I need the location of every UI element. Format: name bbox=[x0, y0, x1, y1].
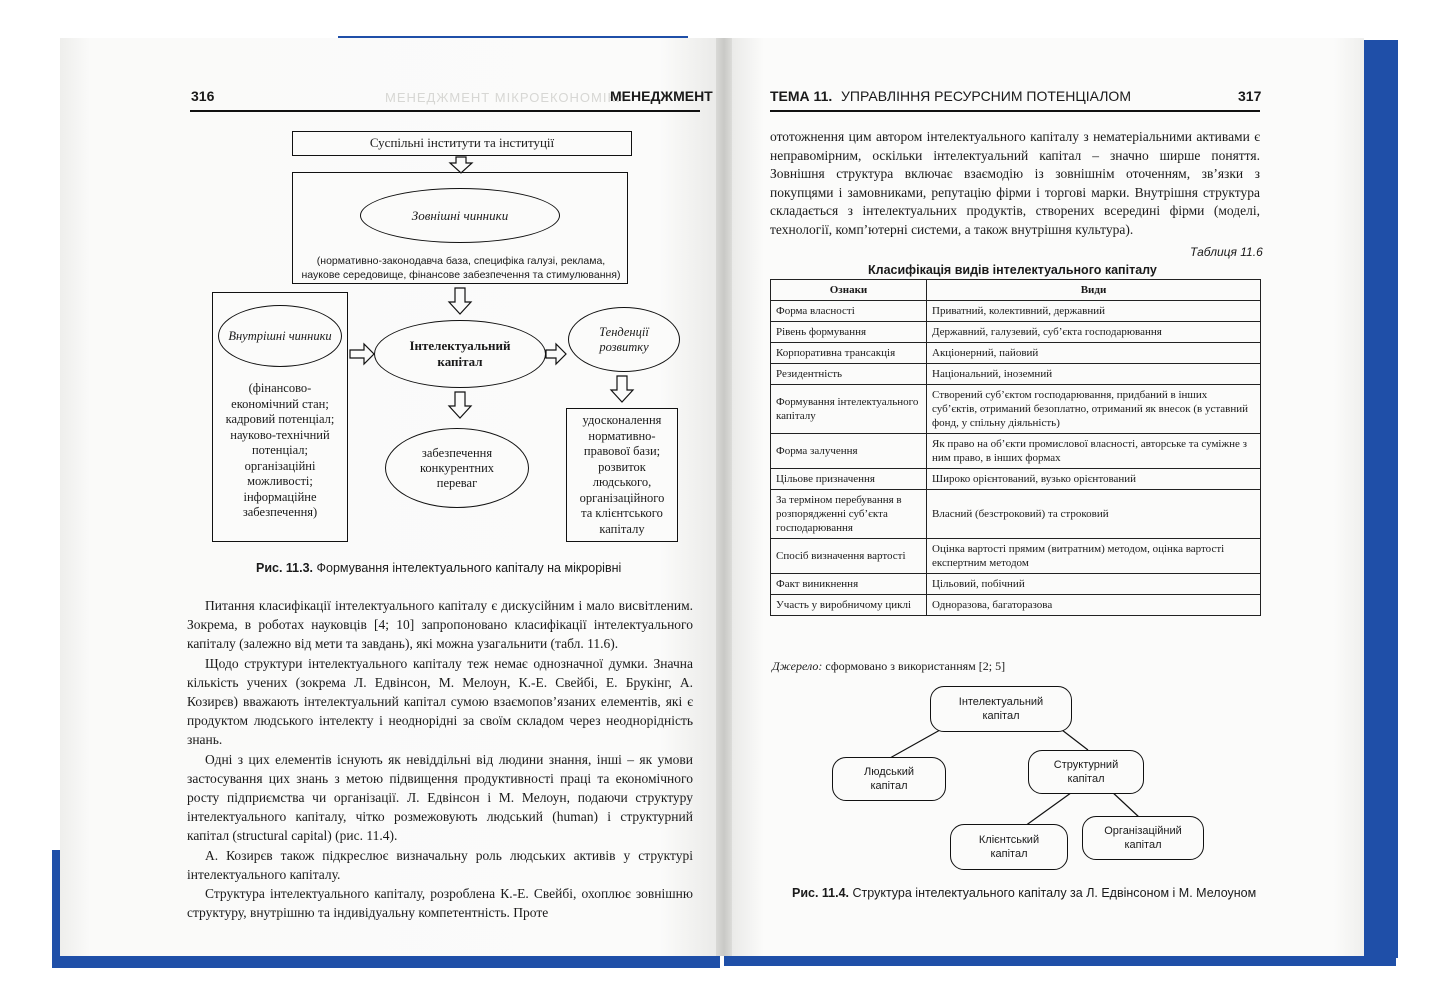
table-cell: Власний (безстроковий) та строковий bbox=[927, 490, 1261, 539]
fig-internal-list: (фінансово-економічний стан; кадровий потенціал; науково-технічний потенціал; організаційні можливості; інформаційне забезпечення) bbox=[225, 381, 335, 519]
fig-11-4-caption bbox=[792, 886, 1256, 900]
connector-ic-structural bbox=[1062, 730, 1088, 750]
table-cell: Одноразова, багаторазова bbox=[927, 595, 1261, 616]
fig-competitive-ellipse: забезпечення конкурентних переваг bbox=[385, 428, 529, 508]
source-label: Джерело: bbox=[772, 659, 823, 673]
fig-external-ellipse: Зовнішні чинники bbox=[360, 188, 560, 243]
table-label: Таблиця 11.6 bbox=[1190, 245, 1263, 259]
paragraph: ототожнення цим автором інтелектуального капіталу з нематеріальними активами є неправомірним, оскільки інтелектуальний капітал – значно ширше поняття. Зовнішня структура включає взаємодію із зовнішнім оточенням, зв’язки з покупцями і замовниками, репутацію фірми і торгові марки. Внутрішня структура складається з інтелектуальних продуктів, створених всередині фірми (моделі, технології, комп’ютерні системи, а також внутрішня культура). bbox=[770, 129, 1260, 237]
table-cell: Цільовий, побічний bbox=[927, 574, 1261, 595]
fig-11-4-caption-text: Структура інтелектуального капіталу за Л. Едвінсоном і М. Мелоуном bbox=[852, 886, 1257, 900]
table-cell: Національний, іноземний bbox=[927, 364, 1261, 385]
right-header-topic: ТЕМА 11. bbox=[770, 88, 833, 104]
table-cell: Широко орієнтований, вузько орієнтований bbox=[927, 469, 1261, 490]
paragraph: Щодо структури інтелектуального капіталу теж немає однозначної думки. Значна кількість учених (зокрема Л. Едвінсон, М. Мелоун, К.-Е. Свейбі, Е. Брукінг, А. Козирєв) вважають інтелектуальний капітал сумою взаємопов’язаних елементів, які є продуктом людського інтелекту і неоднорідні за своїм складом через неоднорідність знань. bbox=[187, 655, 693, 748]
fig-node-structural: Структурний капітал bbox=[1028, 750, 1144, 794]
fig-11-3-caption-text: Формування інтелектуального капіталу на мікрорівні bbox=[316, 561, 622, 575]
fig-node-organizational: Організаційний капітал bbox=[1082, 816, 1204, 860]
left-header-title: МЕНЕДЖМЕНТ bbox=[610, 88, 713, 104]
fig-node-intellectual: Інтелектуальний капітал bbox=[930, 686, 1072, 732]
fig-node-human: Людський капітал bbox=[832, 757, 946, 801]
table-cell: Державний, галузевий, суб’єкта господарювання bbox=[927, 322, 1261, 343]
paragraph: Структура інтелектуального капіталу, розроблена К.-Е. Свейбі, охоплює зовнішню структуру, внутрішню та індивідуальну компетентність. Проте bbox=[187, 886, 693, 921]
table-header-cell: Ознаки bbox=[771, 280, 927, 301]
right-header-title: УПРАВЛІННЯ РЕСУРСНИМ ПОТЕНЦІАЛОМ bbox=[841, 88, 1131, 104]
table-cell: Приватний, колективний, державний bbox=[927, 301, 1261, 322]
table-cell: Факт виникнення bbox=[771, 574, 927, 595]
fig-center-ellipse: Інтелектуальний капітал bbox=[374, 320, 546, 388]
source-text: сформовано з використанням [2; 5] bbox=[825, 659, 1006, 673]
table-cell: Формування інтелектуального капіталу bbox=[771, 385, 927, 434]
left-faded-header: МЕНЕДЖМЕНТ МІКРОЕКОНОМІКИ bbox=[385, 90, 627, 105]
fig-11-3-caption-label: Рис. 11.3. bbox=[256, 561, 314, 575]
table-cell: Оцінка вартості прямим (витратним) методом, оцінка вартості експертним методом bbox=[927, 539, 1261, 574]
table-cell: Спосіб визначення вартості bbox=[771, 539, 927, 574]
table-cell: Як право на об’єкти промислової власності, авторське та суміжне з ним право, в інших формах bbox=[927, 434, 1261, 469]
table-cell: Цільове призначення bbox=[771, 469, 927, 490]
table-cell: Форма власності bbox=[771, 301, 927, 322]
connector-structural-client bbox=[1025, 790, 1075, 826]
right-page-number: 317 bbox=[1238, 88, 1262, 104]
fig-internal-ellipse: Внутрішні чинники bbox=[218, 305, 342, 367]
table-cell: Резидентність bbox=[771, 364, 927, 385]
table-cell: Корпоративна трансакція bbox=[771, 343, 927, 364]
left-page-number: 316 bbox=[191, 88, 215, 104]
connector-ic-human bbox=[890, 730, 940, 758]
fig-external-note: (нормативно-законодавча база, специфіка галузі, реклама, наукове середовище, фінансове забезпечення та стимулювання) bbox=[301, 255, 621, 281]
paragraph: А. Козирєв також підкреслює визначальну роль людських активів у структурі інтелектуального капіталу. bbox=[187, 847, 693, 882]
table-cell: Форма залучення bbox=[771, 434, 927, 469]
table-cell: Рівень формування bbox=[771, 322, 927, 343]
fig-improvements-box: удосконалення нормативно-правової бази; розвиток людського, організаційного та клієнтського капіталу bbox=[566, 408, 678, 542]
fig-trends-ellipse: Тенденції розвитку bbox=[568, 307, 680, 372]
paragraph: Питання класифікації інтелектуального капіталу є дискусійним і мало висвітленим. Зокрема, в роботах науковців [4; 10] запропоновано класифікації інтелектуального капіталу (залежно від мети та завдань), які можна узагальнити (табл. 11.6). bbox=[187, 598, 693, 652]
table-cell: Участь у виробничому циклі bbox=[771, 595, 927, 616]
paragraph: Одні з цих елементів існують як невіддільні від людини знання, інші – як умови застосування цих знань з метою підвищення продуктивності праці та економічного росту підприємства чи організації. Л. Едвінсон і М. Мелоун, подаючи структуру інтелектуального капіталу, чітко розмежовують людський (human) і структурний капітал (structural capital) (рис. 11.4). bbox=[187, 751, 693, 844]
table-cell: Акціонерний, пайовий bbox=[927, 343, 1261, 364]
connector-structural-org bbox=[1110, 790, 1140, 818]
fig-node-client: Клієнтський капітал bbox=[950, 824, 1068, 870]
table-header-cell: Види bbox=[927, 280, 1261, 301]
table-cell: За терміном перебування в розпорядженні суб’єкта господарювання bbox=[771, 490, 927, 539]
table-title: Класифікація видів інтелектуального капіталу bbox=[868, 263, 1157, 277]
fig-top-box: Суспільні інститути та інституції bbox=[292, 131, 632, 156]
table-cell: Створений суб’єктом господарювання, придбаний в інших суб’єктів, отриманий безоплатно, отриманий як внесок (в уставний фонд, у спільну діяльність) bbox=[927, 385, 1261, 434]
fig-11-4-caption-label: Рис. 11.4. bbox=[792, 886, 850, 900]
